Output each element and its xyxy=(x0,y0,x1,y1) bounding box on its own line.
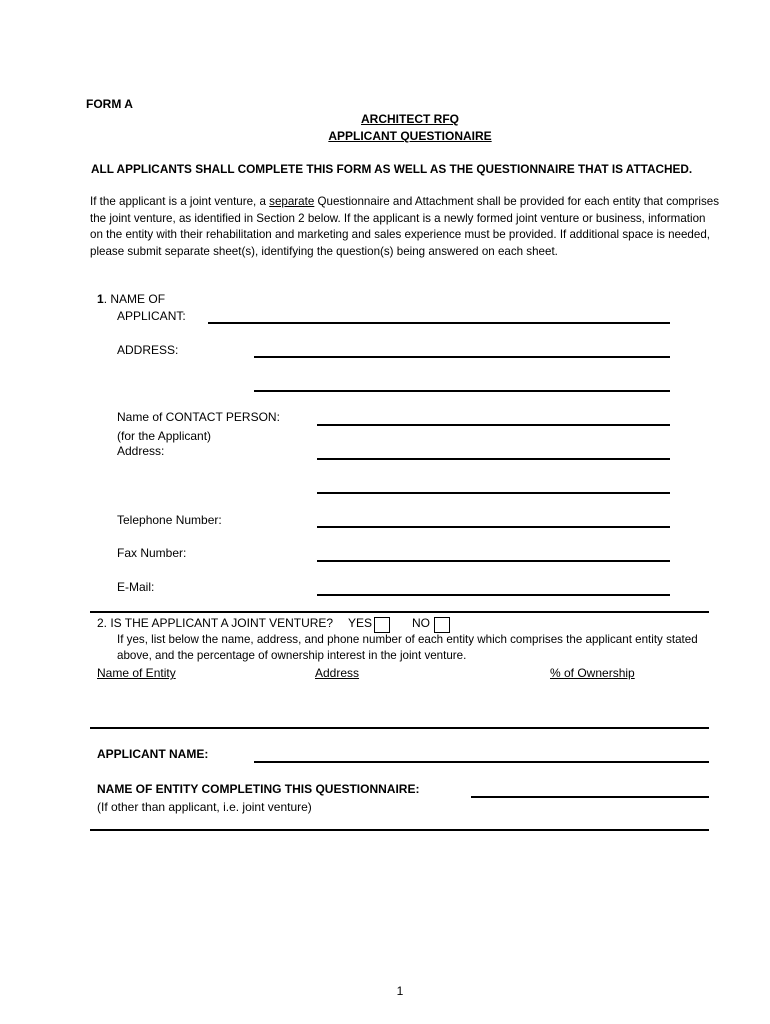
applicant-name-footer-field[interactable] xyxy=(254,761,709,763)
address-field-line2[interactable] xyxy=(254,390,670,392)
address-label: ADDRESS: xyxy=(117,343,179,357)
email-label: E-Mail: xyxy=(117,580,155,594)
applicant-name-field[interactable] xyxy=(208,322,670,324)
column-header-address: Address xyxy=(315,666,360,680)
entity-completing-field[interactable] xyxy=(471,796,709,798)
page-number: 1 xyxy=(396,984,404,998)
entity-table-bottom-line xyxy=(90,727,709,729)
contact-person-label: Name of CONTACT PERSON: xyxy=(117,410,280,424)
column-header-ownership: % of Ownership xyxy=(550,666,635,680)
telephone-field[interactable] xyxy=(317,526,670,528)
applicant-name-label: APPLICANT: xyxy=(117,309,186,323)
entity-completing-sublabel: (If other than applicant, i.e. joint venture) xyxy=(97,800,312,814)
address-field-line1[interactable] xyxy=(254,356,670,358)
email-field[interactable] xyxy=(317,594,670,596)
section1-heading: 1. NAME OF xyxy=(97,292,166,306)
section-divider xyxy=(90,611,709,613)
contact-address-field-line1[interactable] xyxy=(317,458,670,460)
joint-venture-detail-line2: above, and the percentage of ownership interest in the joint venture. xyxy=(117,649,467,662)
form-subtitle: APPLICANT QUESTIONAIRE xyxy=(328,129,492,143)
fax-field[interactable] xyxy=(317,560,670,562)
footer-divider xyxy=(90,829,709,831)
contact-person-sublabel: (for the Applicant) xyxy=(117,429,212,443)
form-label: FORM A xyxy=(86,97,133,111)
entity-completing-label: NAME OF ENTITY COMPLETING THIS QUESTIONNAIRE: xyxy=(97,782,420,796)
form-title: ARCHITECT RFQ xyxy=(361,112,459,126)
instruction-text: ALL APPLICANTS SHALL COMPLETE THIS FORM AS WELL AS THE QUESTIONNAIRE THAT IS ATTACHED. xyxy=(91,162,693,176)
intro-paragraph: If the applicant is a joint venture, a separate Questionnaire and Attachment shall be provided for each entity that comprises the joint venture, as identified in Section 2 below. If the applicant is a newly formed joint venture or business, information on the entity with their rehabilitation and marketing and sales experience must be provided. If additional space is needed, please submit separate sheet(s), identifying the question(s) being answered on each sheet. xyxy=(90,195,720,258)
contact-address-label: Address: xyxy=(117,444,165,458)
telephone-label: Telephone Number: xyxy=(117,513,222,527)
joint-venture-detail-line1: If yes, list below the name, address, and phone number of each entity which comprises the applicant entity stated xyxy=(117,633,698,646)
no-label: NO xyxy=(412,616,430,630)
yes-checkbox[interactable] xyxy=(374,617,390,633)
column-header-name: Name of Entity xyxy=(97,666,176,680)
fax-label: Fax Number: xyxy=(117,546,187,560)
contact-person-field[interactable] xyxy=(317,424,670,426)
joint-venture-question: 2. IS THE APPLICANT A JOINT VENTURE? xyxy=(97,616,334,630)
applicant-name-footer-label: APPLICANT NAME: xyxy=(97,747,209,761)
yes-label: YES xyxy=(348,616,373,630)
contact-address-field-line2[interactable] xyxy=(317,492,670,494)
no-checkbox[interactable] xyxy=(434,617,450,633)
intro-underlined-word: separate xyxy=(269,195,315,208)
